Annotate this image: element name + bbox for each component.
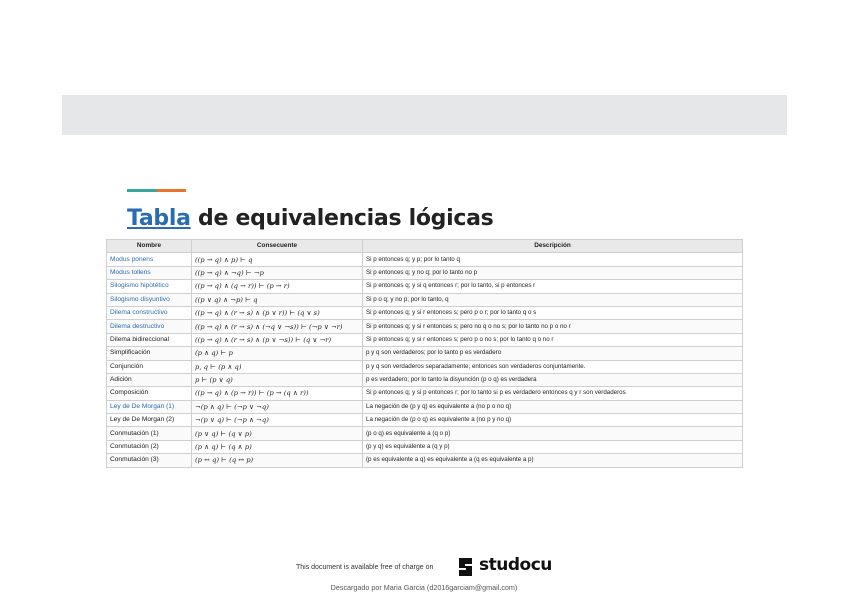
title-text: de equivalencias lógicas: [190, 206, 494, 231]
rule-description: (p es equivalente a q) es equivalente a (q es equivalente a p): [363, 454, 743, 467]
rule-consequent: (p ↔ q) ⊢ (q ↔ p): [192, 454, 363, 467]
table-row: [107, 293, 743, 306]
rule-name: Ley de De Morgan (2): [107, 414, 192, 427]
table-row: [107, 266, 743, 279]
rule-consequent: ((p → q) ∧ (r → s) ∧ (p ∨ ¬s)) ⊢ (q ∨ ¬r): [192, 333, 363, 346]
rule-name: Conjunción: [107, 360, 192, 373]
rule-name-link[interactable]: Silogismo disyuntivo: [107, 293, 192, 306]
column-header-nombre: Nombre: [107, 240, 192, 253]
rule-description: (p o q) es equivalente a (q o p): [363, 427, 743, 440]
rule-name-link[interactable]: Modus tollens: [107, 266, 192, 279]
rule-consequent: (p ∧ q) ⊢ (q ∧ p): [192, 440, 363, 453]
rule-name: Conmutación (2): [107, 440, 192, 453]
table-row: [107, 280, 743, 293]
rule-name: Dilema bidireccional: [107, 333, 192, 346]
rule-consequent: p, q ⊢ (p ∧ q): [192, 360, 363, 373]
rule-name-link[interactable]: Dilema destructivo: [107, 320, 192, 333]
rule-name: Conmutación (3): [107, 454, 192, 467]
rule-name: Simplificación: [107, 347, 192, 360]
rule-consequent: ¬(p ∧ q) ⊢ (¬p ∨ ¬q): [192, 400, 363, 413]
table-row: [107, 440, 743, 453]
rule-name-link[interactable]: Ley de De Morgan (1): [107, 400, 192, 413]
availability-notice: This document is available free of charge on: [296, 564, 434, 571]
rule-description: Si p entonces q; y si r entonces s; pero p o r; por lo tanto q o s: [363, 306, 743, 319]
downloaded-by-line: Descargado por Maria Garcia (d2016garciam@gmail.com): [330, 583, 518, 592]
equivalences-table: [106, 239, 743, 468]
table-row: [107, 347, 743, 360]
rule-description: Si p entonces q; y si q entonces r; por lo tanto, si p entonces r: [363, 280, 743, 293]
rule-description: p es verdadero; por lo tanto la disyunción (p o q) es verdadera: [363, 373, 743, 386]
rule-name: Adición: [107, 373, 192, 386]
table-row: [107, 400, 743, 413]
table-row: [107, 306, 743, 319]
table-row: [107, 387, 743, 400]
rule-consequent: p ⊢ (p ∨ q): [192, 373, 363, 386]
studocu-logo-text: studocu: [479, 555, 552, 575]
rule-name-link[interactable]: Dilema constructivo: [107, 306, 192, 319]
title-accent-teal: [127, 189, 157, 192]
table-row: [107, 373, 743, 386]
rule-description: p y q son verdaderos; por lo tanto p es verdadero: [363, 347, 743, 360]
table-row: [107, 360, 743, 373]
title-accent-orange: [157, 189, 186, 192]
column-header-consecuente: Consecuente: [192, 240, 363, 253]
table-header-row: [107, 240, 743, 253]
table-row: [107, 333, 743, 346]
rule-name: Composición: [107, 387, 192, 400]
rule-consequent: ((p ∨ q) ∧ ¬p) ⊢ q: [192, 293, 363, 306]
table-row: [107, 253, 743, 266]
table-row: [107, 320, 743, 333]
rule-name-link[interactable]: Modus ponens: [107, 253, 192, 266]
page-header-band: [62, 95, 787, 135]
column-header-descripcion: Descripción: [363, 240, 743, 253]
table-row: [107, 414, 743, 427]
rule-description: Si p entonces q; y si r entonces s; pero p o no s; por lo tanto q o no r: [363, 333, 743, 346]
rule-description: La negación de (p o q) es equivalente a (no p y no q): [363, 414, 743, 427]
rule-consequent: ((p → q) ∧ (r → s) ∧ (p ∨ r)) ⊢ (q ∨ s): [192, 306, 363, 319]
rule-description: Si p o q; y no p; por lo tanto, q: [363, 293, 743, 306]
rule-name-link[interactable]: Silogismo hipotético: [107, 280, 192, 293]
rule-consequent: (p ∧ q) ⊢ p: [192, 347, 363, 360]
rule-description: Si p entonces q; y si r entonces s; pero no q o no s; por lo tanto no p o no r: [363, 320, 743, 333]
rule-consequent: ((p → q) ∧ (r → s) ∧ (¬q ∨ ¬s)) ⊢ (¬p ∨ ¬r): [192, 320, 363, 333]
table-row: [107, 454, 743, 467]
rule-consequent: ((p → q) ∧ (p → r)) ⊢ (p → (q ∧ r)): [192, 387, 363, 400]
rule-description: La negación de (p y q) es equivalente a (no p o no q): [363, 400, 743, 413]
rule-consequent: ¬(p ∨ q) ⊢ (¬p ∧ ¬q): [192, 414, 363, 427]
rule-name: Conmutación (1): [107, 427, 192, 440]
rule-description: Si p entonces q; y si p entonces r; por lo tanto si p es verdadero entonces q y r son verdaderos: [363, 387, 743, 400]
rule-description: Si p entonces q; y no q; por lo tanto no p: [363, 266, 743, 279]
rule-consequent: ((p → q) ∧ (q → r)) ⊢ (p → r): [192, 280, 363, 293]
rule-consequent: (p ∨ q) ⊢ (q ∨ p): [192, 427, 363, 440]
rule-description: p y q son verdaderos separadamente; entonces son verdaderos conjuntamente.: [363, 360, 743, 373]
table-row: [107, 427, 743, 440]
title-link[interactable]: Tabla: [127, 206, 191, 231]
rule-description: (p y q) es equivalente a (q y p): [363, 440, 743, 453]
rule-consequent: ((p → q) ∧ p) ⊢ q: [192, 253, 363, 266]
studocu-logo-icon: [456, 556, 475, 578]
rule-description: Si p entonces q; y p; por lo tanto q: [363, 253, 743, 266]
page-title: [127, 206, 493, 231]
table-body: [107, 253, 743, 467]
rule-consequent: ((p → q) ∧ ¬q) ⊢ ¬p: [192, 266, 363, 279]
